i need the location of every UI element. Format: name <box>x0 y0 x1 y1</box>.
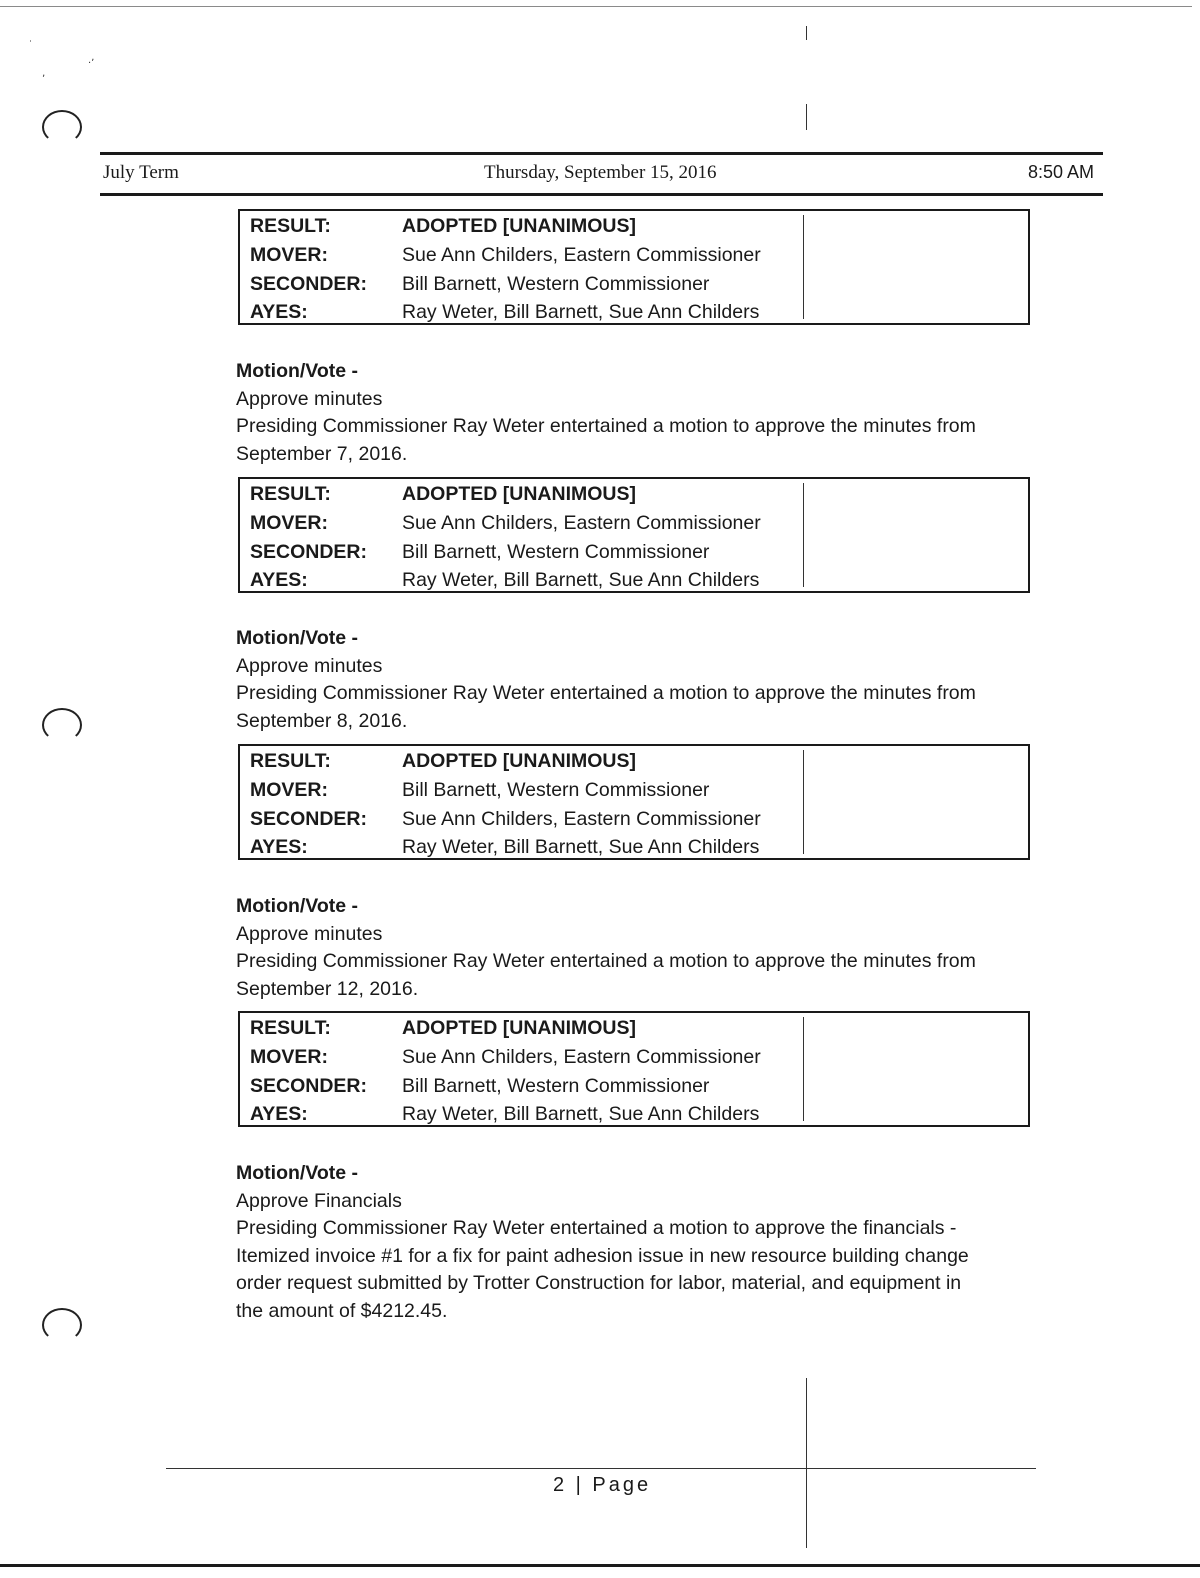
vote-box-divider <box>803 483 804 587</box>
motion-block <box>236 893 1036 1003</box>
term-label: July Term <box>103 162 179 183</box>
result-value: ADOPTED [UNANIMOUS] <box>402 750 636 772</box>
motion-subject: Approve minutes <box>236 654 383 677</box>
motion-block <box>236 358 1036 468</box>
motion-subject: Approve minutes <box>236 387 383 410</box>
header-rule <box>100 193 1103 196</box>
page-number: 2 | Page <box>553 1474 652 1496</box>
ayes-value: Ray Weter, Bill Barnett, Sue Ann Childers <box>402 569 760 591</box>
motion-text-line: September 7, 2016. <box>236 442 408 465</box>
vote-box-divider <box>803 1017 804 1121</box>
vote-result-box <box>238 477 1030 593</box>
scan-top-edge <box>0 6 1192 7</box>
result-value: ADOPTED [UNANIMOUS] <box>402 483 636 505</box>
scan-line <box>806 26 807 40</box>
mover-value: Sue Ann Childers, Eastern Commissioner <box>402 512 761 534</box>
meeting-time: 8:50 AM <box>1028 162 1095 182</box>
ayes-label: AYES: <box>250 569 308 591</box>
motion-text-line: order request submitted by Trotter Construction for labor, material, and equipment in <box>236 1272 962 1294</box>
result-label: RESULT: <box>250 1017 331 1039</box>
seconder-value: Bill Barnett, Western Commissioner <box>402 273 710 295</box>
motion-title: Motion/Vote - <box>236 895 359 917</box>
vote-result-box <box>238 1011 1030 1127</box>
result-label: RESULT: <box>250 215 331 237</box>
motion-subject: Approve Financials <box>236 1189 402 1212</box>
motion-text-line: Presiding Commissioner Ray Weter entertained a motion to approve the minutes from <box>236 950 976 972</box>
mover-label: MOVER: <box>250 512 328 534</box>
ayes-value: Ray Weter, Bill Barnett, Sue Ann Childers <box>402 1103 760 1125</box>
scan-line <box>806 104 807 130</box>
header-rule <box>100 152 1103 155</box>
scan-line <box>806 1378 807 1548</box>
ayes-label: AYES: <box>250 1103 308 1125</box>
vote-box-divider <box>803 215 804 319</box>
ayes-value: Ray Weter, Bill Barnett, Sue Ann Childers <box>402 836 760 858</box>
motion-block <box>236 1160 1036 1325</box>
mover-label: MOVER: <box>250 779 328 801</box>
scan-speck: ‚ <box>42 68 46 79</box>
result-value: ADOPTED [UNANIMOUS] <box>402 215 636 237</box>
motion-text-line: the amount of $4212.45. <box>236 1299 448 1322</box>
motion-text-line: September 8, 2016. <box>236 709 408 732</box>
footer-rule <box>166 1468 1036 1469</box>
punch-hole <box>42 708 82 742</box>
seconder-value: Sue Ann Childers, Eastern Commissioner <box>402 808 761 830</box>
motion-text-line: Itemized invoice #1 for a fix for paint adhesion issue in new resource building change <box>236 1244 969 1267</box>
result-label: RESULT: <box>250 483 331 505</box>
meeting-date: Thursday, September 15, 2016 <box>484 162 717 183</box>
motion-text-line: Presiding Commissioner Ray Weter entertained a motion to approve the minutes from <box>236 415 976 437</box>
seconder-label: SECONDER: <box>250 808 368 830</box>
punch-hole <box>42 110 82 144</box>
vote-result-box <box>238 209 1030 325</box>
ayes-label: AYES: <box>250 301 308 323</box>
motion-title: Motion/Vote - <box>236 360 359 382</box>
mover-value: Sue Ann Childers, Eastern Commissioner <box>402 1046 761 1068</box>
scan-speck: ·ʼ <box>88 58 95 69</box>
result-label: RESULT: <box>250 750 331 772</box>
motion-text-line: Presiding Commissioner Ray Weter entertained a motion to approve the financials - <box>236 1217 957 1239</box>
seconder-value: Bill Barnett, Western Commissioner <box>402 541 710 563</box>
scan-speck: ˙ <box>28 40 33 51</box>
mover-value: Sue Ann Childers, Eastern Commissioner <box>402 244 761 266</box>
mover-label: MOVER: <box>250 244 328 266</box>
motion-text-line: September 12, 2016. <box>236 977 419 1000</box>
mover-label: MOVER: <box>250 1046 328 1068</box>
motion-text-line: Presiding Commissioner Ray Weter entertained a motion to approve the minutes from <box>236 682 976 704</box>
punch-hole <box>42 1308 82 1342</box>
motion-title: Motion/Vote - <box>236 627 359 649</box>
motion-subject: Approve minutes <box>236 922 383 945</box>
ayes-value: Ray Weter, Bill Barnett, Sue Ann Childers <box>402 301 760 323</box>
seconder-value: Bill Barnett, Western Commissioner <box>402 1075 710 1097</box>
motion-block <box>236 625 1036 735</box>
result-value: ADOPTED [UNANIMOUS] <box>402 1017 636 1039</box>
vote-result-box <box>238 744 1030 860</box>
scan-bottom-edge <box>0 1564 1200 1567</box>
vote-box-divider <box>803 750 804 854</box>
mover-value: Bill Barnett, Western Commissioner <box>402 779 710 801</box>
seconder-label: SECONDER: <box>250 541 368 563</box>
seconder-label: SECONDER: <box>250 1075 368 1097</box>
ayes-label: AYES: <box>250 836 308 858</box>
seconder-label: SECONDER: <box>250 273 368 295</box>
motion-title: Motion/Vote - <box>236 1162 359 1184</box>
